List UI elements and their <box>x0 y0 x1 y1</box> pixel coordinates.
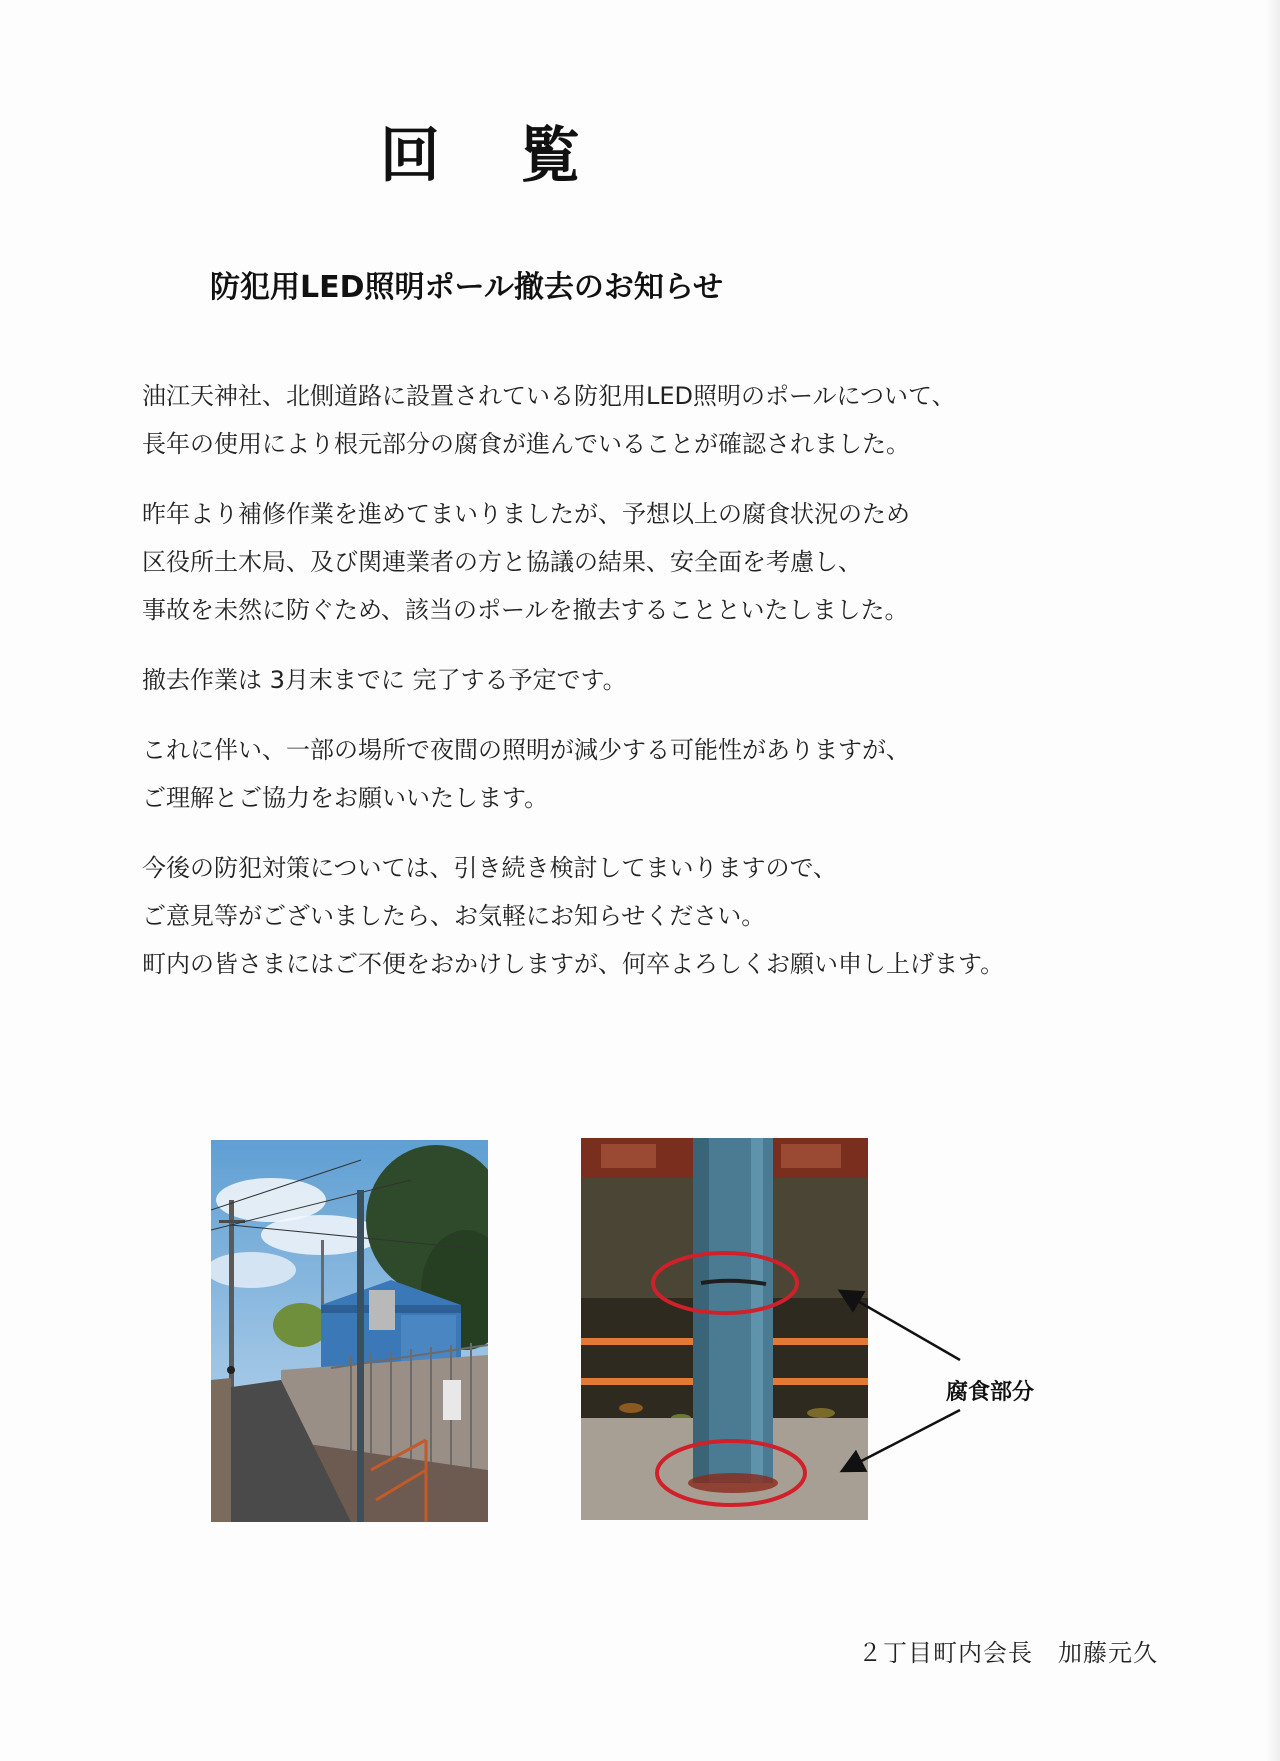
page-title: 回覧 <box>380 121 660 191</box>
body-line: 今後の防犯対策については、引き続き検討してまいりますので、 <box>142 854 838 882</box>
scan-edge-shadow <box>1266 0 1280 1761</box>
body-line: 長年の使用により根元部分の腐食が進んでいることが確認されました。 <box>142 430 910 458</box>
body-line: 油江天神社、北側道路に設置されている防犯用LED照明のポールについて、 <box>142 382 956 410</box>
street-photo <box>211 1140 488 1522</box>
body-line: ご意見等がございましたら、お気軽にお知らせください。 <box>142 902 766 930</box>
body-line: 町内の皆さまにはご不便をおかけしますが、何卒よろしくお願い申し上げます。 <box>142 950 1005 978</box>
body-line: これに伴い、一部の場所で夜間の照明が減少する可能性がありますが、 <box>142 736 910 764</box>
body-line: 昨年より補修作業を進めてまいりましたが、予想以上の腐食状況のため <box>142 500 910 528</box>
notice-subtitle: 防犯用LED照明ポール撤去のお知らせ <box>210 270 724 305</box>
paragraph-1 <box>142 372 1142 468</box>
corrosion-label: 腐食部分 <box>946 1380 1035 1405</box>
body-line: 事故を未然に防ぐため、該当のポールを撤去することといたしました。 <box>142 596 909 624</box>
signature: ２丁目町内会長 加藤元久 <box>858 1639 1158 1667</box>
body-line: 撤去作業は 3月末までに 完了する予定です。 <box>142 666 627 694</box>
paragraph-3 <box>142 656 1142 704</box>
body-line: ご理解とご協力をお願いいたします。 <box>142 784 549 812</box>
body-line: 区役所土木局、及び関連業者の方と協議の結果、安全面を考慮し、 <box>142 548 862 576</box>
corroded-pole-photo <box>581 1138 868 1520</box>
paragraph-4 <box>142 726 1142 822</box>
arrow-to-upper-corrosion <box>842 1292 960 1360</box>
paragraph-2 <box>142 490 1142 634</box>
arrow-to-lower-corrosion <box>844 1410 960 1470</box>
paragraph-5 <box>142 844 1142 988</box>
notice-body <box>142 372 1142 1010</box>
